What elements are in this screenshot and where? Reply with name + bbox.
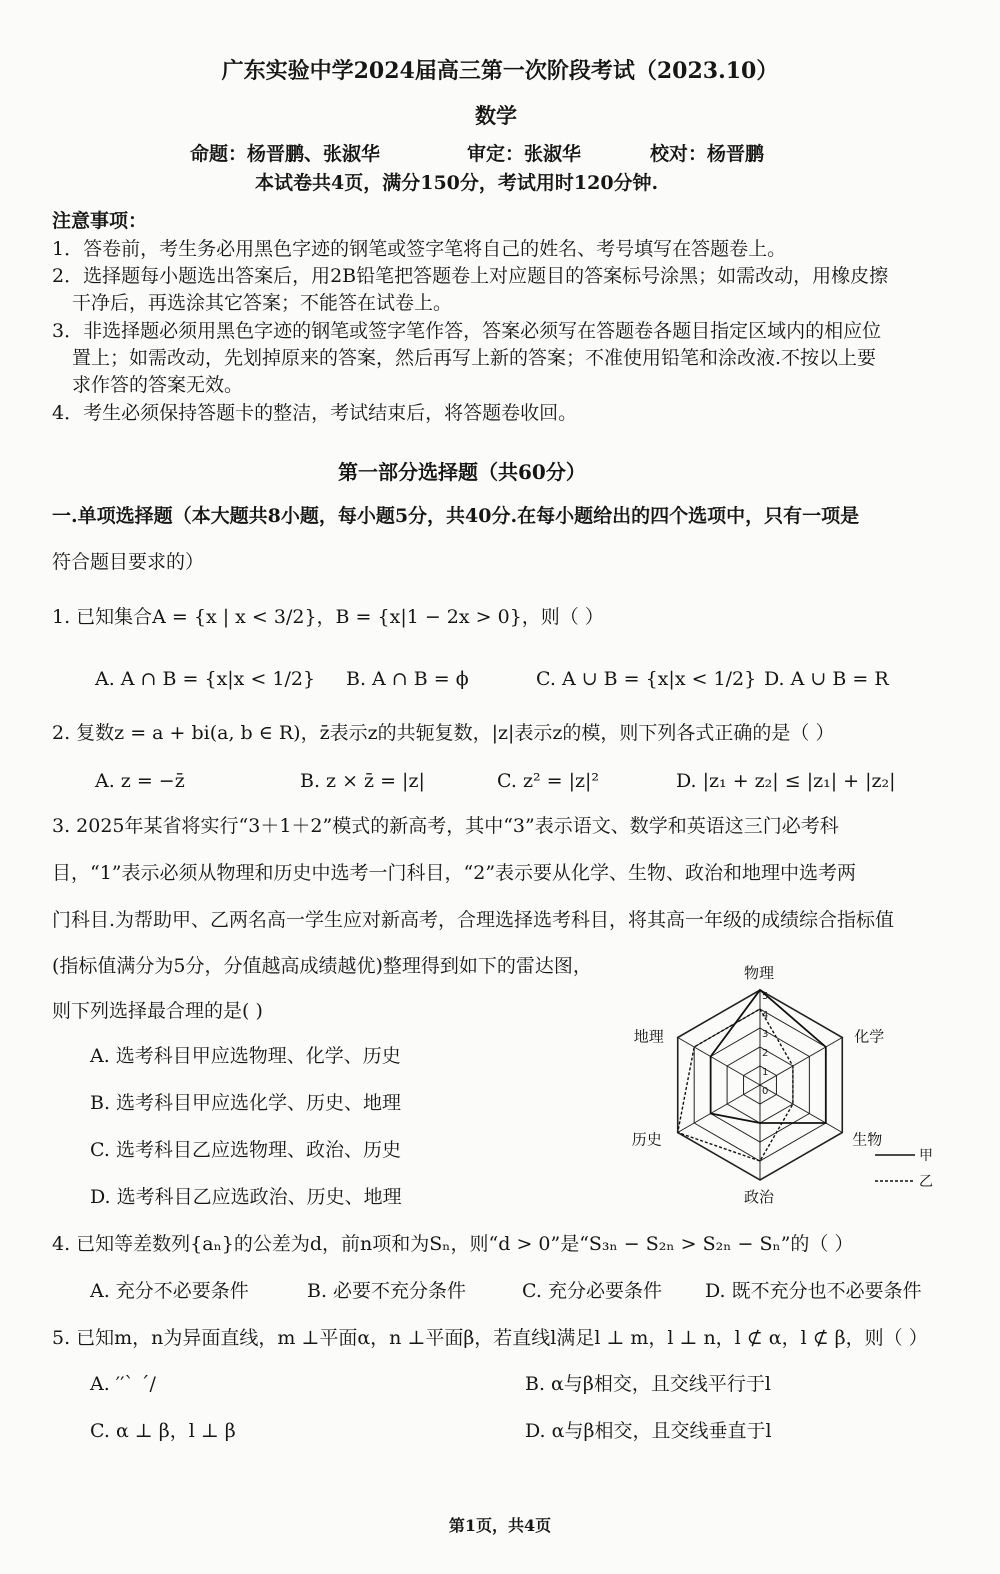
- question-3-line: 目，“1”表示必须从物理和历史中选考一门科目，“2”表示要从化学、生物、政治和地理中选考两: [52, 862, 857, 884]
- legend-label: 甲: [919, 1148, 933, 1164]
- q2-option-b: B. z × z̄ = |z|: [300, 770, 425, 792]
- radar-axis-label: 物理: [744, 964, 775, 982]
- q3-option-a: A. 选考科目甲应选物理、化学、历史: [90, 1045, 401, 1067]
- radar-axis-line: [760, 1038, 842, 1086]
- radar-axis-label: 生物: [852, 1130, 883, 1149]
- radar-axis-line: [678, 1085, 760, 1133]
- radar-tick-label: 4: [762, 1010, 769, 1021]
- q2-option-c: C. z² = |z|²: [497, 770, 599, 792]
- radar-tick-label: 3: [762, 1029, 769, 1040]
- radar-chart: [631, 964, 940, 1206]
- q3-option-b: B. 选考科目甲应选化学、历史、地理: [90, 1092, 402, 1114]
- question-3-line: 则下列选择最合理的是( ): [52, 1000, 263, 1022]
- radar-tick-label: 5: [762, 991, 769, 1002]
- q3-option-d: D. 选考科目乙应选政治、历史、地理: [90, 1186, 402, 1208]
- question-3-line: (指标值满分为5分，分值越高成绩越优)整理得到如下的雷达图，: [52, 955, 592, 977]
- subject-title: 数学: [475, 103, 517, 128]
- q5-option-b: B. α与β相交，且交线平行于l: [525, 1373, 771, 1395]
- question-3-line: 3. 2025年某省将实行“3＋1＋2”模式的新高考，其中“3”表示语文、数学和英语这三门必考科: [52, 815, 839, 837]
- q5-option-d: D. α与β相交，且交线垂直于l: [525, 1420, 772, 1442]
- question-5-stem: 5. 已知m，n为异面直线，m ⊥平面α，n ⊥平面β，若直线l满足l ⊥ m，l ⊥ n，l ⊄ α，l ⊄ β，则（ ）: [52, 1327, 928, 1349]
- question-3-line: 门科目.为帮助甲、乙两名高一学生应对新高考，合理选择选考科目，将其高一年级的成绩综合指标值: [52, 909, 895, 931]
- radar-tick-label: 1: [762, 1067, 769, 1078]
- radar-axis-labels: [632, 964, 885, 1206]
- q5-option-c: C. α ⊥ β，l ⊥ β: [90, 1420, 236, 1442]
- q1-option-d: D. A ∪ B = R: [764, 668, 889, 690]
- setter-line: 命题：杨晋鹏、张淑华: [190, 143, 381, 165]
- question-2-stem: 2. 复数z = a + bi(a, b ∈ R)，z̄表示z的共轭复数，|z|表示z的模，则下列各式正确的是（ ）: [52, 722, 835, 744]
- radar-tick-label: 2: [762, 1048, 769, 1059]
- note-line: 3．非选择题必须用黑色字迹的钢笔或签字笔作答，答案必须写在答题卷各题目指定区域内的相应位: [52, 320, 882, 342]
- q4-option-c: C. 充分必要条件: [522, 1280, 662, 1302]
- radar-axis-line: [760, 1085, 842, 1133]
- radar-axis-label: 政治: [744, 1188, 775, 1206]
- q1-option-a: A. A ∩ B = {x|x < 1/2}: [95, 668, 316, 690]
- q4-option-b: B. 必要不充分条件: [307, 1280, 467, 1302]
- note-line: 干净后，再选涂其它答案；不能答在试卷上。: [72, 292, 453, 314]
- question-4-stem: 4. 已知等差数列{aₙ}的公差为d，前n项和为Sₙ，则“d > 0”是“S₃ₙ − S₂ₙ > S₂ₙ − Sₙ”的（ ）: [52, 1233, 854, 1255]
- note-line: 求作答的答案无效。: [72, 374, 244, 396]
- section-heading-cont: 符合题目要求的）: [52, 551, 205, 573]
- notes-heading: 注意事项：: [52, 210, 148, 232]
- section-heading: 一.单项选择题（本大题共8小题，每小题5分，共40分.在每小题给出的四个选项中，只有一项是: [52, 505, 860, 527]
- exam-title: 广东实验中学2024届高三第一次阶段考试（2023.10）: [221, 58, 779, 84]
- q3-option-c: C. 选考科目乙应选物理、政治、历史: [90, 1139, 401, 1161]
- radar-axes: [678, 990, 843, 1180]
- note-line: 置上；如需改动，先划掉原来的答案，然后再写上新的答案；不准使用铅笔和涂改液.不按以上要: [72, 347, 877, 369]
- note-line: 4．考生必须保持答题卡的整洁，考试结束后，将答题卷收回。: [52, 402, 578, 424]
- q2-option-a: A. z = −z̄: [95, 770, 185, 792]
- q1-option-c: C. A ∪ B = {x|x < 1/2}: [536, 668, 757, 690]
- q5-option-a: A. ′′ˋ ˊ/: [90, 1373, 156, 1395]
- note-line: 2．选择题每小题选出答案后，用2B铅笔把答题卷上对应题目的答案标号涂黑；如需改动，用橡皮擦: [52, 265, 889, 287]
- proofreader-line: 校对：杨晋鹏: [650, 143, 765, 165]
- page-number: 第1页，共4页: [448, 1516, 552, 1535]
- q4-option-d: D. 既不充分也不必要条件: [705, 1280, 922, 1302]
- radar-tick-label: 0: [762, 1086, 769, 1097]
- radar-axis-label: 化学: [854, 1027, 885, 1046]
- q1-option-b: B. A ∩ B = ϕ: [346, 668, 469, 690]
- exam-info: 本试卷共4页，满分150分，考试用时120分钟.: [255, 172, 659, 194]
- radar-legend: [875, 1148, 933, 1190]
- legend-label: 乙: [919, 1174, 933, 1190]
- radar-axis-label: 历史: [631, 1130, 662, 1149]
- q4-option-a: A. 充分不必要条件: [90, 1280, 249, 1302]
- question-1-stem: 1. 已知集合A = {x | x < 3/2}，B = {x|1 − 2x > 0}，则（ ）: [52, 606, 604, 628]
- note-line: 1．答卷前，考生务必用黑色字迹的钢笔或签字笔将自己的姓名、考号填写在答题卷上。: [52, 238, 787, 260]
- q2-option-d: D. |z₁ + z₂| ≤ |z₁| + |z₂|: [676, 770, 896, 792]
- radar-series-乙: [678, 1009, 793, 1161]
- radar-axis-label: 地理: [633, 1027, 664, 1046]
- reviewer-line: 审定：张淑华: [467, 143, 582, 165]
- part-heading: 第一部分选择题（共60分）: [338, 460, 586, 484]
